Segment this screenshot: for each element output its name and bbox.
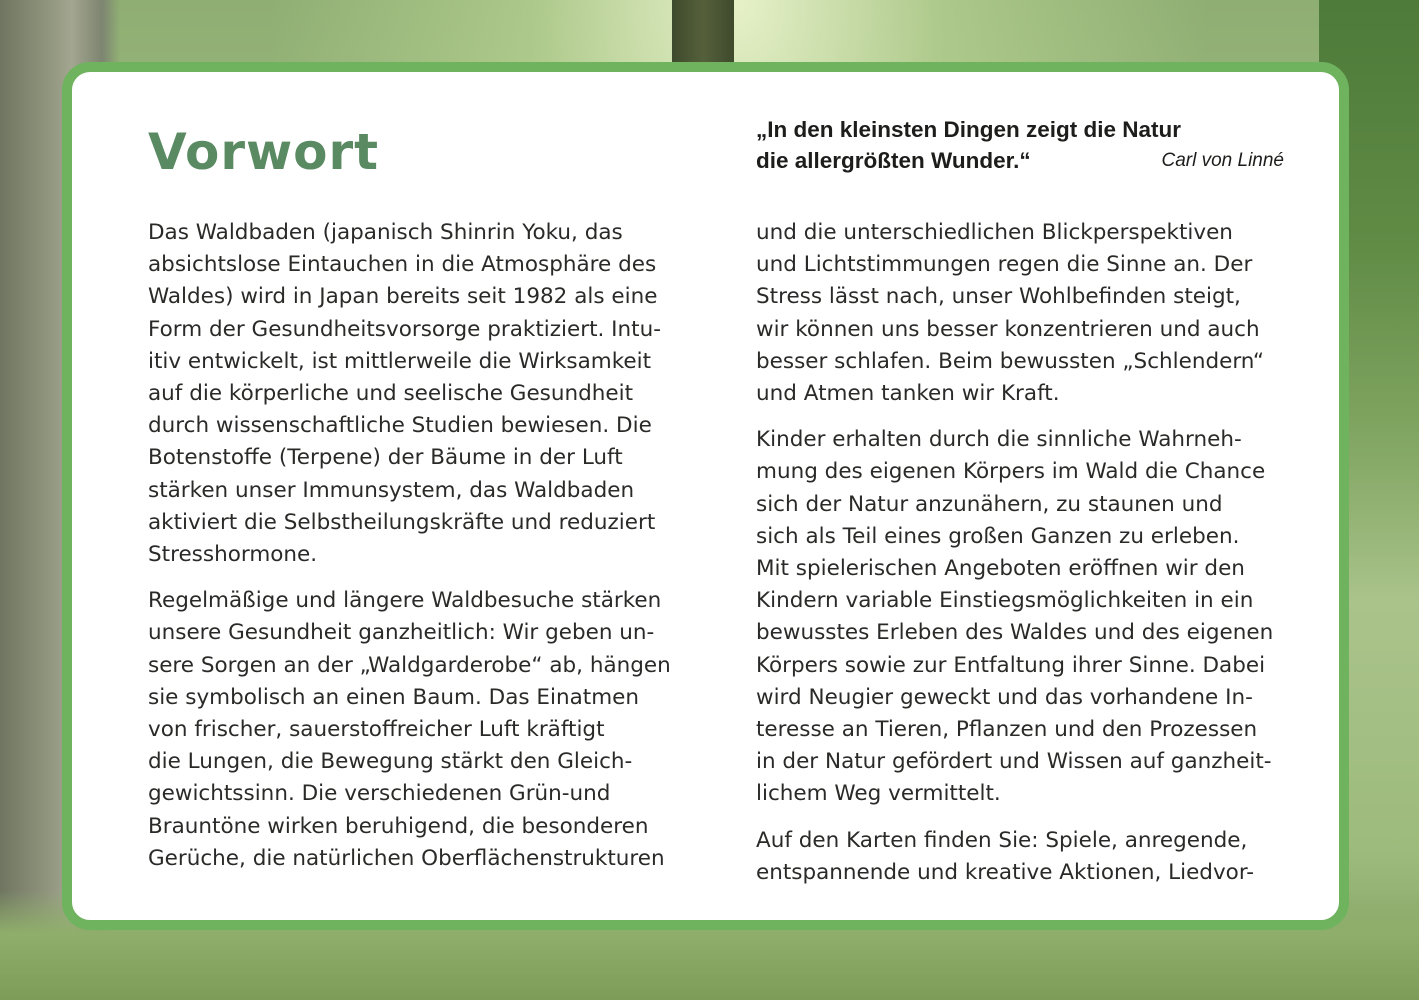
paragraph: [148, 217, 678, 571]
text-line: unsere Gesundheit ganzheitlich: Wir geben un-: [148, 620, 655, 646]
text-line: stärken unser Immunsystem, das Waldbaden: [148, 477, 635, 503]
text-line: Kindern variable Einstiegsmöglichkeiten in ein: [756, 588, 1254, 614]
text-column-right: [756, 217, 1286, 903]
quote-line: „In den kleinsten Dingen zeigt die Natur: [756, 117, 1182, 142]
text-line: und Lichtstimmungen regen die Sinne an. Der: [756, 252, 1253, 278]
text-line: und die unterschiedlichen Blickperspektiven: [756, 220, 1233, 245]
quote-author: Carl von Linné: [1161, 150, 1284, 171]
text-line: Mit spielerischen Angeboten eröffnen wir den: [756, 556, 1245, 582]
text-line: sie symbolisch an einen Baum. Das Einatmen: [148, 684, 640, 710]
page-title: Vorwort: [148, 123, 380, 181]
text-line: sich als Teil eines großen Ganzen zu erleben.: [756, 523, 1240, 549]
paragraph: [756, 217, 1286, 410]
text-line: entspannende und kreative Aktionen, Liedvor-: [756, 859, 1255, 885]
text-line: und Atmen tanken wir Kraft.: [756, 381, 1060, 407]
text-line: aktiviert die Selbstheilungskräfte und reduziert: [148, 509, 656, 535]
text-line: sere Sorgen an der „Waldgarderobe“ ab, hängen: [148, 652, 671, 678]
text-line: mung des eigenen Körpers im Wald die Chance: [756, 459, 1266, 485]
text-line: auf die körperliche und seelische Gesundheit: [148, 381, 634, 407]
text-line: Form der Gesundheitsvorsorge praktiziert. Intu-: [148, 316, 661, 342]
text-line: Regelmäßige und längere Waldbesuche stärken: [148, 588, 662, 614]
text-line: Brauntöne wirken beruhigend, die besonderen: [148, 813, 649, 839]
text-line: in der Natur gefördert und Wissen auf ganzheit-: [756, 749, 1272, 775]
text-line: absichtslose Eintauchen in die Atmosphäre des: [148, 252, 657, 278]
text-line: Stress lässt nach, unser Wohlbefinden steigt,: [756, 284, 1241, 310]
text-line: Körpers sowie zur Entfaltung ihrer Sinne. Dabei: [756, 652, 1266, 678]
text-line: Botenstoffe (Terpene) der Bäume in der Luft: [148, 445, 623, 471]
paragraph: [148, 585, 678, 875]
text-line: itiv entwickelt, ist mittlerweile die Wirksamkeit: [148, 348, 652, 374]
paragraph: [756, 424, 1286, 810]
text-line: besser schlafen. Beim bewussten „Schlendern“: [756, 348, 1265, 374]
text-line: wir können uns besser konzentrieren und auch: [756, 316, 1260, 342]
quote-line: die allergrößten Wunder.“: [756, 148, 1031, 173]
text-line: von frischer, sauerstoffreicher Luft kräftigt: [148, 717, 605, 743]
text-line: Das Waldbaden (japanisch Shinrin Yoku, das: [148, 220, 623, 245]
text-line: Kinder erhalten durch die sinnliche Wahrneh-: [756, 427, 1242, 453]
text-line: durch wissenschaftliche Studien bewiesen. Die: [148, 413, 652, 439]
text-line: Waldes) wird in Japan bereits seit 1982 als eine: [148, 284, 658, 310]
text-line: lichem Weg vermittelt.: [756, 781, 1001, 807]
text-line: gewichtssinn. Die verschiedenen Grün-und: [148, 781, 611, 807]
text-line: Auf den Karten finden Sie: Spiele, anregende,: [756, 827, 1248, 853]
tree-trunk-center: [672, 0, 734, 70]
text-line: sich der Natur anzunähern, zu staunen und: [756, 491, 1223, 517]
text-line: Gerüche, die natürlichen Oberflächenstrukturen: [148, 845, 665, 871]
text-line: teresse an Tieren, Pflanzen und den Prozessen: [756, 717, 1258, 743]
text-line: bewusstes Erleben des Waldes und des eigenen: [756, 620, 1274, 646]
text-line: die Lungen, die Bewegung stärkt den Gleich-: [148, 749, 633, 775]
text-column-left: [148, 217, 678, 889]
paragraph: [756, 825, 1286, 889]
text-line: wird Neugier geweckt und das vorhandene In-: [756, 684, 1253, 710]
text-line: Stresshormone.: [148, 542, 318, 568]
